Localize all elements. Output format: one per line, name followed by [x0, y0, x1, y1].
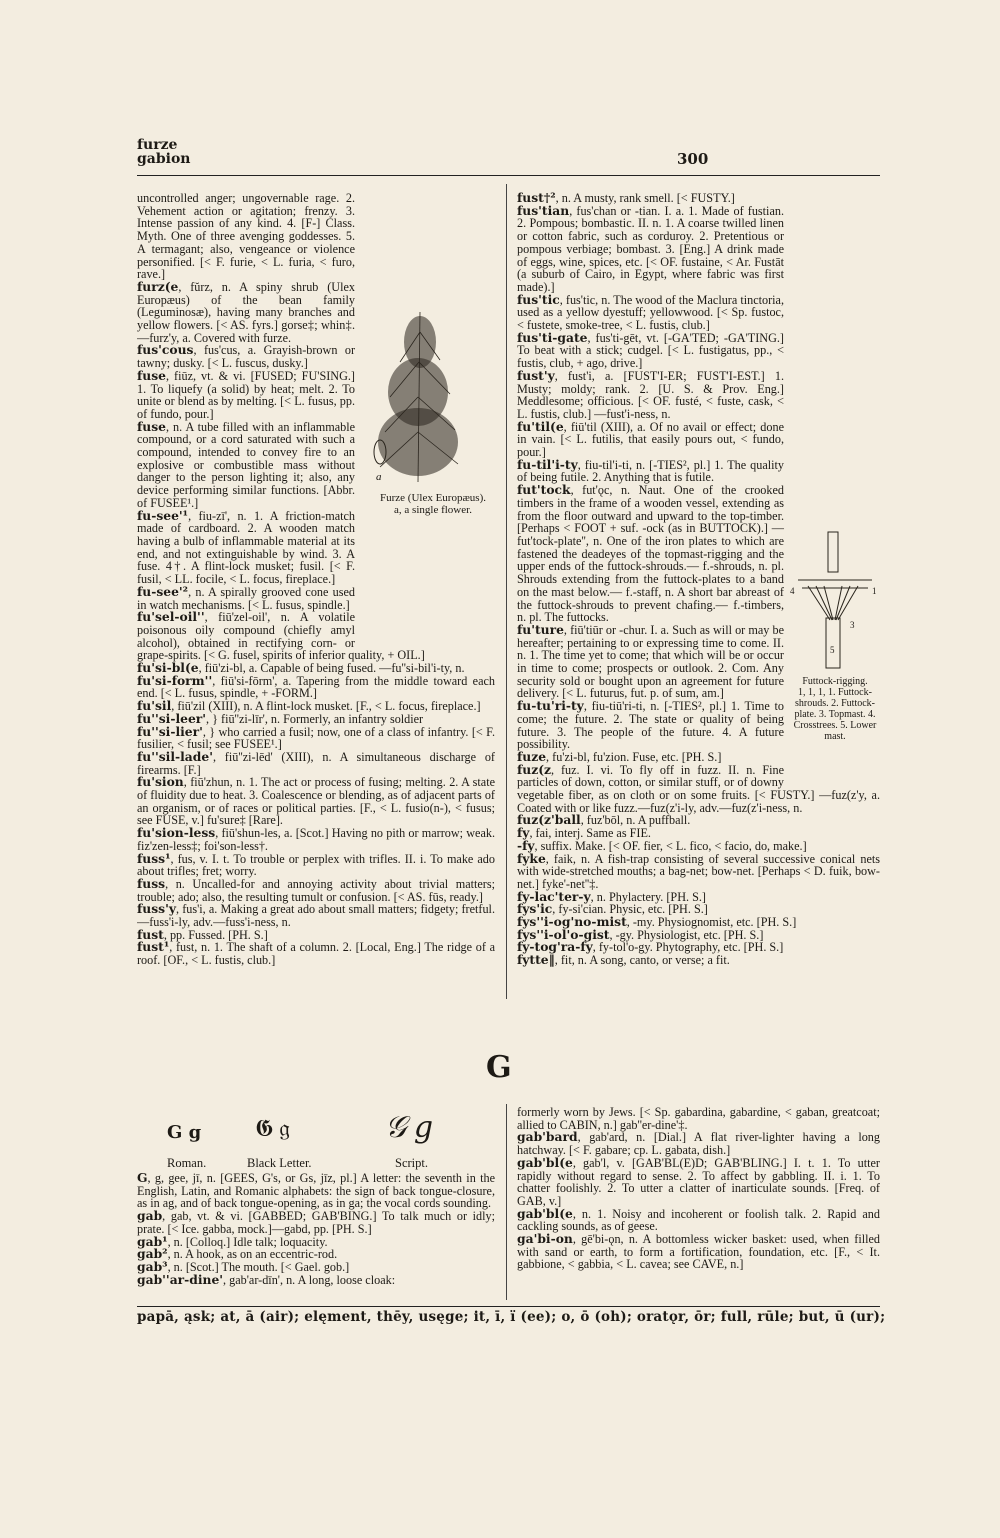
headword: fu'sel-oil'' — [137, 609, 205, 625]
header-rule — [137, 175, 880, 176]
dictionary-entry: gab'bl(e, n. 1. Noisy and incoherent or foolish talk. 2. Rapid and cackling sounds, as of geese. — [517, 1205, 880, 1234]
dictionary-entry: fu'si-bl(e, fiū'zi-bl, a. Capable of being fused. —fu''si-bil'i-ty, n. — [137, 660, 465, 676]
roman-label: Roman. — [167, 1156, 207, 1170]
headword: fys''i-ol'o-gist — [517, 926, 610, 942]
headword: fyke — [517, 850, 546, 866]
guide-words — [137, 138, 190, 166]
script-letterform: 𝒢 𝑔 — [385, 1111, 434, 1144]
headword: -fy — [517, 837, 535, 853]
dictionary-entry: fu'sion, fiū'zhun, n. 1. The act or process of fusing; melting. 2. A state of fluidity due to heat. 3. Coalescence or blending, as of adjacent parts of an organism, or of races or political parties. [F., < L. fusio(n-), < fusus; see FUSE, v.] fu'sure‡ [Rare]. — [137, 774, 495, 828]
dictionary-entry: fys''i-ol'o-gist, -gy. Physiologist, etc. [PH. S.] — [517, 926, 764, 942]
dictionary-entry: fus'tic, fus'tic, n. The wood of the Maclura tinctoria, used as a yellow dyestuff; yellowwood. [< Sp. fustoc, < fustete, smoke-tree, < L. fustis, club.] — [517, 291, 784, 333]
dictionary-entry: fu'ture, fiū'tiūr or -chur. I. a. Such as will or may be hereafter; pertaining to or expressing time to come. II. n. 1. The time yet to come; that which will be or occur in time to come; prospects or outlook. 2. Com. Any security sold or bought upon an agreement for future delivery. [< L. futurus, fut. p. of sum, am.] — [517, 621, 784, 701]
headword: gab² — [137, 1246, 168, 1262]
headword: fust — [137, 926, 164, 942]
headword: fytte‖ — [517, 952, 555, 968]
headword: gab'bl(e — [517, 1205, 573, 1221]
dictionary-entry: fuss¹, fus, v. I. t. To trouble or perplex with trifles. II. i. To make ado about trifles; fret; worry. — [137, 850, 495, 879]
section-letter: G — [486, 1050, 512, 1085]
dictionary-entry: fust¹, fust, n. 1. The shaft of a column. 2. [Local, Eng.] The ridge of a roof. [OF., < L. fustis, club.] — [137, 939, 495, 968]
dictionary-entry: fu-see'², n. A spirally grooved cone used in watch mechanisms. [< L. fusus, spindle.] — [137, 583, 355, 612]
headword: gab³ — [137, 1258, 168, 1274]
furze-caption-flower: a, a single flower. — [394, 504, 472, 516]
furze-shrub-icon — [360, 302, 480, 492]
dictionary-entry: fuz(z'ball, fuz'bōl, n. A puffball. — [517, 812, 691, 828]
dictionary-entry: gab'bl(e, gab'l, v. [GAB'BL(E)D; GAB'BLING.] I. t. 1. To utter rapidly without regard to sense. 2. To affect by gabbling. II. i. 1. To chatter foolishly. 2. To utter a clatter of inarticulate sounds. [Freq. of GAB, v.] — [517, 1154, 880, 1208]
dictionary-entry: fu-til'i-ty, fiu-til'i-ti, n. [-TIES², pl.] 1. The quality of being futile. 2. Anything that is futile. — [517, 456, 784, 485]
headword: fu''si-lier' — [137, 723, 203, 739]
headword: fuse — [137, 367, 166, 383]
futtock-caption: Futtock-rigging. — [802, 676, 868, 687]
headword: fus'tic — [517, 291, 560, 307]
footer-rule — [137, 1306, 880, 1307]
dictionary-entry: -fy, suffix. Make. [< OF. fier, < L. fico, < facio, do, make.] — [517, 837, 807, 853]
blackletter-letterform: 𝕲 𝔤 — [255, 1116, 290, 1142]
dictionary-entry: fus'ti-gate, fus'ti-gēt, vt. [-GA'TED; -GA'TING.] To beat with a stick; cudgel. [< L. fustigatus, pp., < fustis, club, + ago, drive.] — [517, 329, 784, 371]
column-divider-g — [506, 1104, 507, 1300]
dictionary-entry: gab³, n. [Scot.] The mouth. [< Gael. gob.] — [137, 1258, 350, 1274]
dictionary-entry: gab''ar-dine', gab'ar-dīn', n. A long, loose cloak: — [137, 1271, 396, 1287]
dictionary-entry: fu'si-form'', fiū'si-fōrm', a. Tapering from the middle toward each end. [< L. fusus, spindle, + -FORM.] — [137, 672, 495, 701]
headword: fuss'y — [137, 901, 176, 917]
headword: fu''si-leer' — [137, 710, 207, 726]
dictionary-entry: furz(e, fŭrz, n. A spiny shrub (Ulex Europæus) of the bean family (Leguminosæ), having many branches and yellow flowers. [< AS. fyrs.] gorse‡; whin‡. —furz'y, a. Covered with furze. — [137, 278, 355, 345]
dictionary-entry: fuze, fu'zi-bl, fu'zion. Fuse, etc. [PH. S.] — [517, 748, 722, 764]
script-label: Script. — [395, 1156, 428, 1170]
headword: fu-tu'ri-ty — [517, 698, 584, 714]
dictionary-entry: fu'sil, fiū'zil (XIII), n. A flint-lock musket. [F., < L. focus, fireplace.] — [137, 698, 481, 714]
dictionary-entry: fy, fai, interj. Same as FIE. — [517, 825, 651, 841]
headword: gab — [137, 1208, 163, 1224]
futtock-rigging-icon — [788, 528, 882, 674]
dictionary-entry: fuz(z, fuz. I. vi. To fly off in fuzz. II. n. Fine particles of down, cotton, or similar stuff, or of downy vegetable fiber, as on cloth or on some fruits. [< FUSTY.] —fuz(z'y, a. Coated with or like fuzz.—fuz(z'i-ly, adv.—fuz(z'i-ness, n. — [517, 761, 880, 815]
dictionary-entry: fytte‖, fit, n. A song, canto, or verse; a fit. — [517, 952, 730, 968]
dictionary-entry: fu'sion-less, fiū'shun-les, a. [Scot.] Having no pith or marrow; weak. fiz'zen-less‡; foi'son-less†. — [137, 825, 495, 853]
futtock-illustration — [788, 528, 882, 778]
headword: fu'si-bl(e — [137, 660, 199, 676]
dictionary-entry: fut'tock, fut'ǫc, n. Naut. One of the crooked timbers in the frame of a wooden vessel, extending as from the floor outward and upward to the top-timber. [Perhaps < FOOT + suf. -ock (as in BUTTOCK).] — fut'tock-plate'', n. One of the iron plates to which are fastened the deadeyes of the topmast-rigging and the upper ends of the futtock-shrouds.— f.-shrouds, n. pl. Shrouds extending from the futtock-plates to a band on the mast below.— f.-staff, n. A short bar abreast of the futtock-shrouds to prevent chafing.— f.-timbers, n. pl. The futtocks. — [517, 482, 784, 625]
headword: fust¹ — [137, 939, 170, 955]
headword: fys''i-og'no-mist — [517, 914, 627, 930]
headword: fu'sil — [137, 698, 172, 714]
headword: fu-see'² — [137, 583, 189, 599]
dictionary-entry: fy-lac'ter-y, n. Phylactery. [PH. S.] — [517, 888, 706, 904]
dictionary-entry: gab, gab, vt. & vi. [GABBED; GAB'BING.] To talk much or idly; prate. [< Ice. gabba, mock.]—gabd, pp. [PH. S.] — [137, 1208, 495, 1236]
headword: G — [137, 1172, 148, 1185]
headword: fu'sion — [137, 774, 184, 790]
headword: fu'ture — [517, 621, 564, 637]
headword: furz(e — [137, 278, 179, 294]
svg-text:1: 1 — [872, 586, 877, 596]
headword: fust'y — [517, 367, 555, 383]
dictionary-entry: fus'tian, fus'chan or -tian. I. a. 1. Made of fustian. 2. Pompous; bombastic. II. n. 1. A coarse twilled linen or cotton fabric, such as corduroy. 2. Pretentious or pompous verbiage; bombast. 3. [Eng.] A drink made of eggs, wine, spices, etc. [< OF. fustaine, < Ar. Fustāt (a suburb of Cairo, in Egypt, where fabric was first made).] — [517, 202, 784, 294]
dictionary-entry: gab'bard, gab'ard, n. [Dial.] A flat river-lighter having a long hatchway. [< F. gabare; cp. L. gabata, dish.] — [517, 1129, 880, 1158]
headword: fu'sion-less — [137, 825, 216, 841]
headword: fu-see'¹ — [137, 507, 189, 523]
guide-word-bottom: gabion — [137, 151, 191, 167]
furze-caption: Furze (Ulex Europæus). — [379, 492, 486, 504]
pronunciation-key: papā, ąsk; at, ā (air); elęment, thēy, usęge; it, ī, ï (ee); o, ō (oh); oratǫr, ōr; full, rūle; but, ū (ur); — [137, 1309, 886, 1325]
dictionary-entry: fu'til(e, fiū'til (XIII), a. Of no avail or effect; done in vain. [< L. futilis, that easily pours out, < fundo, pour.] — [517, 418, 784, 460]
headword: fuze — [517, 748, 547, 764]
dictionary-entry: fu''si-leer', } fiū''zi-līr', n. Formerly, an infantry soldier — [137, 710, 424, 726]
dictionary-entry: fus'cous, fus'cus, a. Grayish-brown or tawny; dusky. [< L. fuscus, dusky.] — [137, 342, 355, 371]
dictionary-entry: uncontrolled anger; ungovernable rage. 2. Vehement action or agitation; frenzy. 3. Intense passion of any kind. 4. [F-] Class. Myth. One of three avenging goddesses. 5. A termagant; also, vengeance or violence personified. [< F. furie, < L. furia, < furo, rave.] — [137, 192, 355, 282]
headword: gab''ar-dine' — [137, 1271, 224, 1287]
headword: gab'bl(e — [517, 1154, 573, 1170]
letterform-display — [137, 1110, 495, 1174]
dictionary-entry: fu''sil-lade', fiū''zi-lēd' (XIII), n. A simultaneous discharge of firearms. [F.] — [137, 748, 495, 777]
headword: gab¹ — [137, 1233, 168, 1249]
svg-text:4: 4 — [790, 586, 795, 596]
headword: fus'tian — [517, 202, 570, 218]
column-divider — [506, 184, 507, 999]
svg-text:5: 5 — [830, 645, 835, 655]
dictionary-entry: gab², n. A hook, as on an eccentric-rod. — [137, 1246, 338, 1262]
dictionary-entry: fuss, n. Uncalled-for and annoying activity about trivial matters; trouble; ado; also, the resulting tumult or confusion. [< AS. fūs, ready.] — [137, 875, 495, 904]
dictionary-entry: fust, pp. Fussed. [PH. S.] — [137, 926, 268, 942]
dictionary-entry: fys''i-og'no-mist, -my. Physiognomist, etc. [PH. S.] — [517, 914, 797, 930]
dictionary-entry: formerly worn by Jews. [< Sp. gabardina, gabardine, < gaban, greatcoat; allied to CABIN, n.] gab''er-dine'‡. — [517, 1106, 880, 1132]
dictionary-entry: fuse, fiūz, vt. & vi. [FUSED; FU'SING.] 1. To liquefy (a solid) by heat; melt. 2. To unite or blend as by melting. [< L. fusus, pp. of fundo, pour.] — [137, 367, 355, 421]
dictionary-entry: fust†², n. A musty, rank smell. [< FUSTY.] — [517, 192, 735, 205]
headword: fu'si-form'' — [137, 672, 213, 688]
dictionary-entry: fy-tog'ra-fy, fy-tol'o-gy. Phytography, etc. [PH. S.] — [517, 939, 784, 955]
headword: ga'bi-on — [517, 1231, 573, 1247]
dictionary-entry: fu-tu'ri-ty, fiu-tiū'ri-ti, n. [-TIES², pl.] 1. Time to come; the future. 2. The state or quality of being future. 3. The people of the future. 4. A future possibility. — [517, 698, 784, 752]
furze-illustration — [360, 302, 500, 532]
headword: fust†² — [517, 192, 556, 205]
headword: fy — [517, 825, 530, 841]
dictionary-entry: fu''si-lier', } who carried a fusil; now, one of a class of infantry. [< F. fusilier, < fusil; see FUSEE¹.] — [137, 723, 495, 752]
headword: fuz(z'ball — [517, 812, 581, 828]
headword: fuss¹ — [137, 850, 171, 866]
page-number: 300 — [677, 150, 709, 168]
dictionary-entry: fust'y, fust'i, a. [FUST'I-ER; FUST'I-EST.] 1. Musty; moldy; rank. 2. [U. S. & Prov. Eng.] Meddlesome; officious. [< OF. fusté, < fuste, cask, < L. fustis, club.] —fust'i-ness, n. — [517, 367, 784, 421]
dictionary-entry: ga'bi-on, gē'bi-ǫn, n. A bottomless wicker basket: used, when filled with sand or earth, to form a fortification, foundation, etc. [F., < It. gabbione, < gabbia, < L. cavea; see CAVE, n.] — [517, 1231, 880, 1272]
headword: fus'cous — [137, 342, 194, 358]
headword: fus'ti-gate — [517, 329, 588, 345]
dictionary-entry: gab¹, n. [Colloq.] Idle talk; loquacity. — [137, 1233, 328, 1249]
headword: fys'ic — [517, 901, 553, 917]
headword: fu''sil-lade' — [137, 748, 213, 764]
guide-word-top: furze — [137, 137, 178, 153]
dictionary-entry: fuss'y, fus'i, a. Making a great ado about small matters; fidgety; fretful.—fuss'i-ly, adv.—fuss'i-ness, n. — [137, 901, 495, 930]
headword: fuss — [137, 875, 166, 891]
dictionary-entry: fys'ic, fy-si'cian. Physic, etc. [PH. S.] — [517, 901, 708, 917]
headword: fy-tog'ra-fy — [517, 939, 593, 955]
headword: fu'til(e — [517, 418, 564, 434]
svg-text:3: 3 — [850, 620, 855, 630]
futtock-caption-legend: 1, 1, 1, 1. Futtock-shrouds. 2. Futtock-plate. 3. Topmast. 4. Crosstrees. 5. Lower mast. — [793, 687, 877, 742]
dictionary-entry: G, g, gee, jī, n. [GEES, G's, or Gs, jīz, pl.] A letter: the seventh in the English, Latin, and Romanic alphabets: the sign of back tongue-closure, as in ag, and of back tongue-opening, as in ga; the vocal cords sounding. — [137, 1172, 495, 1211]
headword: fuse — [137, 418, 166, 434]
dictionary-entry: fu'sel-oil'', fiū'zel-oil', n. A volatile poisonous oily compound (chiefly amyl alcohol), obtained in rectifying corn- or grape-spirits. [< G. fusel, spirits of inferior quality, + OIL.] — [137, 609, 425, 663]
headword: fuz(z — [517, 761, 552, 777]
blackletter-label: Black Letter. — [247, 1156, 312, 1170]
headword: fu-til'i-ty — [517, 456, 578, 472]
dictionary-entry: fyke, faik, n. A fish-trap consisting of several successive conical nets with wide-stretched mouths; a bag-net; bow-net. [Perhaps < D. fuik, bow-net.] fyke'-net''‡. — [517, 850, 880, 891]
headword: fut'tock — [517, 482, 571, 498]
headword: gab'bard — [517, 1129, 578, 1145]
right-column-g — [517, 1106, 880, 1302]
headword: fy-lac'ter-y — [517, 888, 591, 904]
dictionary-entry: fu-see'¹, fiu-zī', n. 1. A friction-match made of cardboard. 2. A wooden match having a bulb of inflammable material at its end, and not extinguishable by wind. 3. A fuse. 4†. A flint-lock musket; fusil. [< F. fusil, < LL. focile, < L. focus, fireplace.] — [137, 507, 355, 587]
dictionary-entry: fuse, n. A tube filled with an inflammable compound, or a cord saturated with such a compound, intended to convey fire to an explosive or combustible mass without danger to the person lighting it; also, any device performing similar functions. [Abbr. of FUSEE¹.] — [137, 418, 355, 510]
left-column-g — [137, 1172, 495, 1302]
svg-text:a: a — [376, 471, 382, 483]
roman-letterform: G g — [167, 1122, 202, 1143]
